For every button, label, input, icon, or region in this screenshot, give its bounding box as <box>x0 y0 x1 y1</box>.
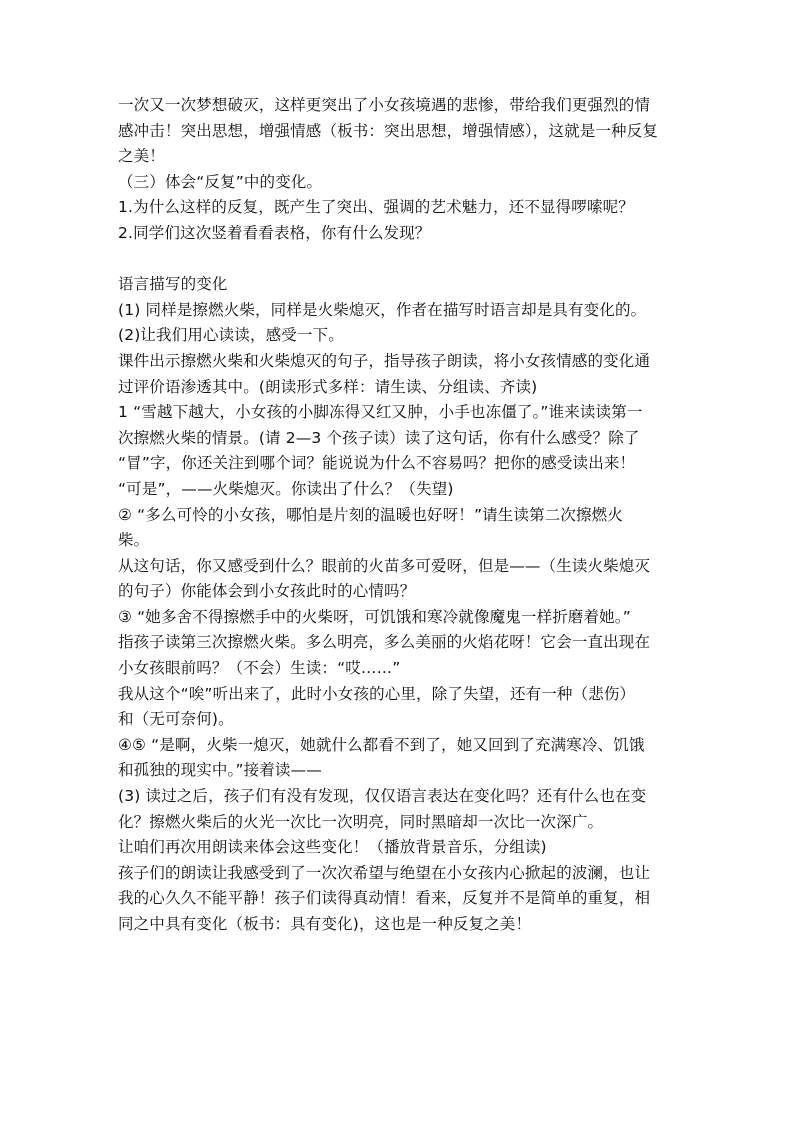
paragraph-line: (2)让我们用心读读，感受一下。 <box>118 326 344 345</box>
paragraph-line: 次擦燃火柴的情景。(请 2—3 个孩子读）读了这句话，你有什么感受？除了 <box>118 428 640 447</box>
paragraph-line: 课件出示擦燃火柴和火柴熄灭的句子，指导孩子朗读，将小女孩情感的变化通 <box>118 351 651 370</box>
paragraph-line: 小女孩眼前吗？（不会）生读：“哎……” <box>118 659 401 678</box>
paragraph-line: 柴。 <box>118 531 150 550</box>
paragraph-line: 孩子们的朗读让我感受到了一次次希望与绝望在小女孩内心掀起的波澜，也让 <box>118 863 651 882</box>
paragraph-line: 过评价语渗透其中。(朗读形式多样：请生读、分组读、齐读) <box>118 377 538 396</box>
paragraph-line: 化？擦燃火柴后的火光一次比一次明亮，同时黑暗却一次比一次深广。 <box>118 812 604 831</box>
subsection-heading: 语言描写的变化 <box>118 275 228 294</box>
section-heading: （三）体会“反复”中的变化。 <box>118 172 323 191</box>
paragraph-line: 的句子）你能体会到小女孩此时的心情吗？ <box>118 582 416 601</box>
question-2: 2.同学们这次竖着看看表格，你有什么发现？ <box>118 223 431 242</box>
paragraph-line: 指孩子读第三次擦燃火柴。多么明亮，多么美丽的火焰花呀！它会一直出现在 <box>118 633 651 652</box>
paragraph-line: 同之中具有变化（板书：具有变化)，这也是一种反复之美！ <box>118 915 532 933</box>
paragraph-line: ③ “她多舍不得擦燃手中的火柴呀，可饥饿和寒冷就像魔鬼一样折磨着她。” <box>118 607 631 626</box>
paragraph-line: 让咱们再次用朗读来体会这些变化！（播放背景音乐，分组读) <box>118 838 547 857</box>
document-body <box>118 93 688 938</box>
paragraph-line: ② “多么可怜的小女孩，哪怕是片刻的温暖也好呀！”请生读第二次擦燃火 <box>118 505 623 524</box>
blank-line <box>118 247 688 273</box>
paragraph-line: 从这句话，你又感受到什么？眼前的火苗多可爱呀，但是——（生读火柴熄灭 <box>118 556 651 575</box>
question-1: 1.为什么这样的反复，既产生了突出、强调的艺术魅力，还不显得啰嗦呢？ <box>118 198 634 217</box>
paragraph-line: 我的心久久不能平静！孩子们读得真动情！看来，反复并不是简单的重复，相 <box>118 889 651 908</box>
paragraph-line: 和（无可奈何)。 <box>118 710 234 729</box>
paragraph-line: 我从这个“唉”听出来了，此时小女孩的心里，除了失望，还有一种（悲伤） <box>118 684 636 703</box>
paragraph-line: (1) 同样是擦燃火柴，同样是火柴熄灭，作者在描写时语言却是具有变化的。 <box>118 300 647 319</box>
paragraph-line: 和孤独的现实中。”接着读—— <box>118 761 322 780</box>
paragraph-line: 感冲击！突出思想，增强情感（板书：突出思想，增强情感），这就是一种反复 <box>118 121 659 140</box>
paragraph-line: ④⑤ “是啊，火柴一熄灭，她就什么都看不到了，她又回到了充满寒冷、饥饿 <box>118 735 645 754</box>
paragraph-line: “冒”字，你还关注到哪个词？能说说为什么不容易吗？把你的感受读出来！ <box>118 454 636 473</box>
paragraph-line: 一次又一次梦想破灭，这样更突出了小女孩境遇的悲惨，带给我们更强烈的情 <box>118 96 651 114</box>
paragraph-line: 1 “雪越下越大，小女孩的小脚冻得又红又肿，小手也冻僵了。”谁来读读第一 <box>118 403 643 422</box>
paragraph-line: (3) 读过之后，孩子们有没有发现，仅仅语言表达在变化吗？还有什么也在变 <box>118 787 647 806</box>
paragraph-line: “可是”，——火柴熄灭。你读出了什么？（失望) <box>118 479 454 498</box>
paragraph-line: 之美！ <box>118 147 165 166</box>
